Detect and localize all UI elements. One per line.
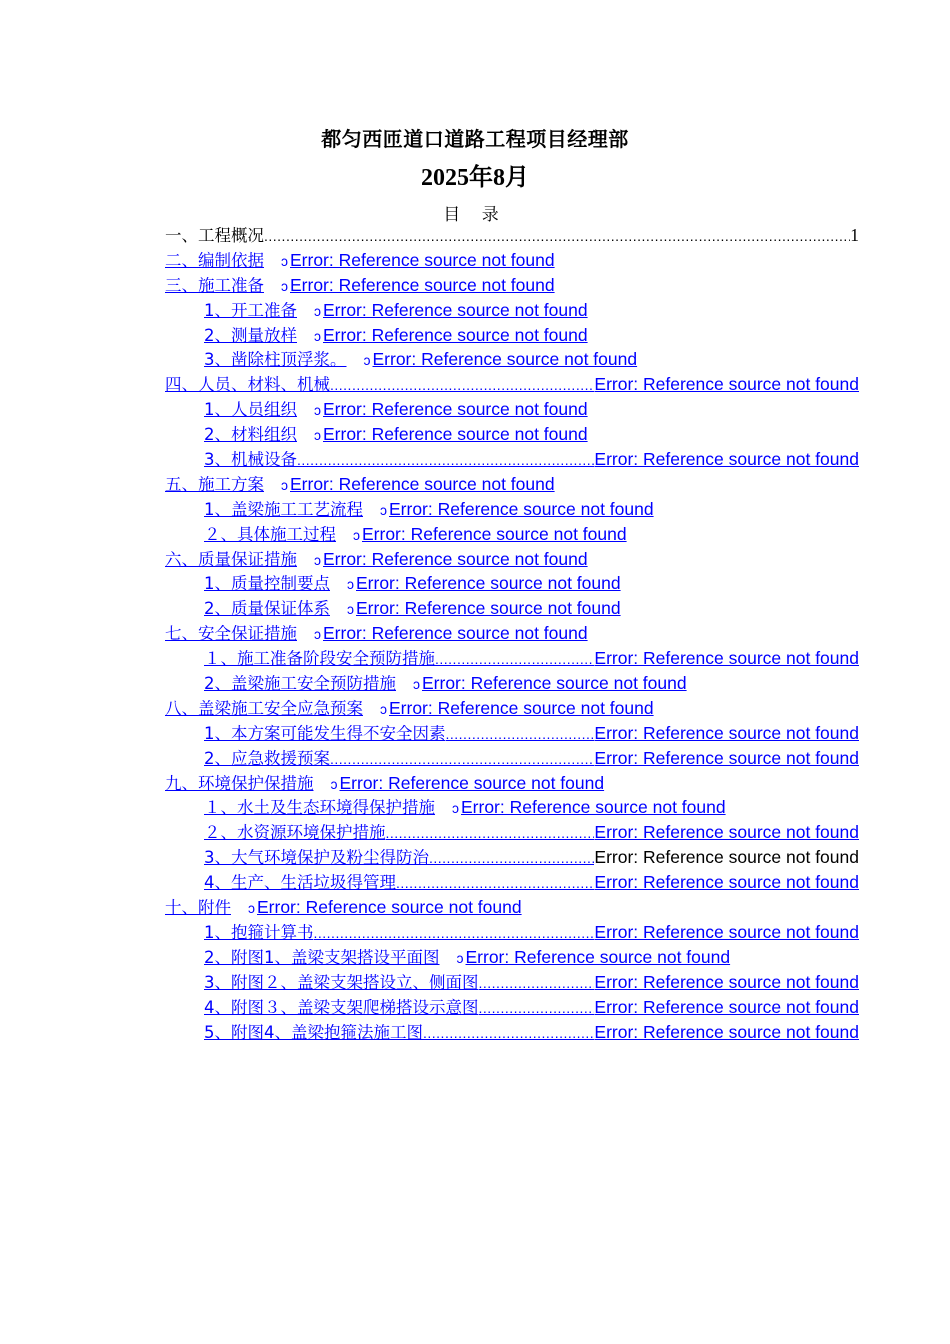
- toc-entry[interactable]: [165, 422, 859, 447]
- toc-entry-title: 1、抱箍计算书: [204, 922, 314, 942]
- toc-tab-marker: ᴐ: [307, 302, 321, 319]
- toc-entry[interactable]: [165, 746, 859, 771]
- toc-tab-marker: ᴐ: [323, 775, 338, 792]
- toc-entry[interactable]: [165, 671, 859, 696]
- toc-entry-title: 3、凿除柱顶浮浆。: [204, 350, 347, 370]
- toc-entry-title: 4、附图３、盖梁支架爬梯搭设示意图: [204, 997, 479, 1017]
- toc-entry[interactable]: [165, 323, 859, 348]
- toc-entry[interactable]: [165, 945, 859, 970]
- toc-tab-marker: ᴐ: [373, 501, 387, 518]
- toc-entry-title: 1、开工准备: [204, 300, 297, 320]
- toc-page-reference: Error: Reference source not found: [323, 399, 588, 420]
- toc-entry[interactable]: [165, 347, 859, 372]
- toc-entry-title: 3、机械设备: [204, 450, 297, 470]
- toc-page-reference: Error: Reference source not found: [594, 1021, 859, 1042]
- toc-dot-leader: [446, 722, 595, 747]
- toc-entry-title: 2、质量保证体系: [204, 599, 330, 619]
- toc-tab-marker: ᴐ: [274, 476, 288, 493]
- toc-page-reference: Error: Reference source not found: [594, 374, 859, 395]
- toc-page-reference: Error: Reference source not found: [594, 822, 859, 843]
- toc-entry: [165, 223, 859, 248]
- toc-entry[interactable]: [165, 298, 859, 323]
- toc-dot-leader: [479, 996, 595, 1021]
- toc-entry[interactable]: [165, 870, 859, 895]
- toc-entry[interactable]: [165, 995, 859, 1020]
- toc-page-reference: Error: Reference source not found: [323, 548, 588, 569]
- toc-tab-marker: ᴐ: [373, 700, 387, 717]
- toc-entry-title: 1、本方案可能发生得不安全因素: [204, 723, 446, 743]
- toc-entry[interactable]: [165, 547, 859, 572]
- toc-entry-title: 八、盖梁施工安全应急预案: [165, 698, 363, 718]
- document-date: 2025年8月: [421, 165, 529, 191]
- toc-entry[interactable]: [165, 820, 859, 845]
- toc-entry[interactable]: [165, 596, 859, 621]
- toc-page-reference: Error: Reference source not found: [290, 274, 555, 295]
- toc-tab-marker: ᴐ: [241, 900, 255, 917]
- toc-entry-title: ２、水资源环境保护措施: [204, 823, 386, 843]
- toc-entry[interactable]: [165, 895, 859, 920]
- toc-page-reference: 1: [850, 225, 859, 245]
- toc-tab-marker: ᴐ: [307, 551, 321, 568]
- toc-page-reference: Error: Reference source not found: [356, 573, 621, 594]
- toc-entry[interactable]: [165, 397, 859, 422]
- toc-tab-marker: ᴐ: [340, 576, 354, 593]
- toc-entry-title: 二、编制依据: [165, 250, 264, 270]
- toc-entry-title: 2、应急救援预案: [204, 748, 330, 768]
- toc-entry-title: 2、附图1、盖梁支架搭设平面图: [204, 947, 440, 967]
- toc-entry[interactable]: [165, 646, 859, 671]
- toc-page-reference: Error: Reference source not found: [339, 772, 605, 793]
- toc-entry-title: 2、测量放样: [204, 325, 297, 345]
- toc-entry-title: 五、施工方案: [165, 474, 264, 494]
- toc-entry-title: 5、附图4、盖梁抱箍法施工图: [204, 1022, 423, 1042]
- toc-tab-marker: ᴐ: [356, 352, 371, 369]
- toc-entry-title: 3、大气环境保护及粉尘得防治: [204, 848, 429, 868]
- toc-entry[interactable]: [165, 571, 859, 596]
- toc-page-reference: Error: Reference source not found: [594, 847, 859, 868]
- toc-entry[interactable]: [165, 248, 859, 273]
- toc-page-reference: Error: Reference source not found: [257, 897, 522, 918]
- toc-entry-title: １、水土及生态环境得保护措施: [204, 798, 435, 818]
- toc-tab-marker: ᴐ: [307, 402, 321, 419]
- toc-page-reference: Error: Reference source not found: [422, 673, 687, 694]
- toc-dot-leader: [330, 373, 594, 398]
- toc-entry[interactable]: [165, 721, 859, 746]
- toc-dot-leader: [297, 448, 594, 473]
- toc-entry[interactable]: [165, 621, 859, 646]
- toc-page-reference: Error: Reference source not found: [356, 598, 621, 619]
- toc-tab-marker: ᴐ: [307, 327, 321, 344]
- toc-page-reference: Error: Reference source not found: [594, 722, 859, 743]
- toc-page-reference: Error: Reference source not found: [290, 473, 555, 494]
- toc-tab-marker: ᴐ: [445, 800, 459, 817]
- toc-entry-title: 3、附图２、盖梁支架搭设立、侧面图: [204, 972, 479, 992]
- toc-entry[interactable]: [165, 447, 859, 472]
- toc-entry-title: 四、人员、材料、机械: [165, 375, 330, 395]
- toc-entry[interactable]: [165, 522, 859, 547]
- toc-entry-title: 七、安全保证措施: [165, 624, 297, 644]
- toc-page-reference: Error: Reference source not found: [323, 324, 588, 345]
- organization-title: 都匀西匝道口道路工程项目经理部: [321, 127, 629, 151]
- toc-entry-title: 1、质量控制要点: [204, 574, 330, 594]
- toc-entry[interactable]: [165, 273, 859, 298]
- toc-entry[interactable]: [165, 920, 859, 945]
- toc-dot-leader: [423, 1021, 594, 1046]
- toc-tab-marker: ᴐ: [307, 427, 321, 444]
- toc-entry-title: 三、施工准备: [165, 275, 264, 295]
- toc-page-reference: Error: Reference source not found: [594, 747, 859, 768]
- toc-page-reference: Error: Reference source not found: [323, 299, 588, 320]
- toc-entry[interactable]: [165, 1020, 859, 1045]
- toc-dot-leader: [435, 647, 594, 672]
- toc-dot-leader: [479, 971, 595, 996]
- toc-page-reference: Error: Reference source not found: [389, 498, 654, 519]
- toc-entry-title: 十、附件: [165, 898, 231, 918]
- toc-page-reference: Error: Reference source not found: [594, 921, 859, 942]
- toc-tab-marker: ᴐ: [274, 252, 288, 269]
- toc-dot-leader: [429, 846, 594, 871]
- toc-page-reference: Error: Reference source not found: [594, 996, 859, 1017]
- toc-dot-leader: [330, 747, 594, 772]
- toc-tab-marker: ᴐ: [346, 526, 360, 543]
- toc-page-reference: Error: Reference source not found: [594, 971, 859, 992]
- toc-entry[interactable]: [165, 472, 859, 497]
- toc-tab-marker: ᴐ: [449, 949, 464, 966]
- toc-entry[interactable]: [165, 795, 859, 820]
- toc-tab-marker: ᴐ: [406, 676, 420, 693]
- toc-entry-title: １、施工准备阶段安全预防措施: [204, 649, 435, 669]
- toc-entry[interactable]: [165, 372, 859, 397]
- toc-tab-marker: ᴐ: [307, 626, 321, 643]
- toc-entry-title: 2、材料组织: [204, 425, 297, 445]
- toc-tab-marker: ᴐ: [274, 277, 288, 294]
- toc-dot-leader: [314, 921, 595, 946]
- toc-entry-title: 1、盖梁施工工艺流程: [204, 499, 363, 519]
- toc-page-reference: Error: Reference source not found: [594, 872, 859, 893]
- toc-page-reference: Error: Reference source not found: [594, 449, 859, 470]
- toc-entry[interactable]: [165, 696, 859, 721]
- toc-page-reference: Error: Reference source not found: [323, 424, 588, 445]
- toc-heading: 目 录: [443, 205, 507, 225]
- toc-entry[interactable]: [165, 771, 859, 796]
- toc-page-reference: Error: Reference source not found: [362, 523, 627, 544]
- toc-page-reference: Error: Reference source not found: [323, 623, 588, 644]
- toc-dot-leader: [396, 871, 594, 896]
- toc-entry[interactable]: [165, 845, 859, 870]
- toc-page-reference: Error: Reference source not found: [372, 349, 638, 370]
- toc-entry-title: 1、人员组织: [204, 400, 297, 420]
- toc-entry-title: 六、质量保证措施: [165, 549, 297, 569]
- toc-dot-leader: [386, 821, 595, 846]
- toc-entry-title: 2、盖梁施工安全预防措施: [204, 674, 396, 694]
- toc-entry-title: 九、环境保护保措施: [165, 773, 314, 793]
- toc-dot-leader: [264, 224, 850, 249]
- toc-page-reference: Error: Reference source not found: [594, 648, 859, 669]
- toc-entry-title: 一、工程概况: [165, 226, 264, 245]
- toc-tab-marker: ᴐ: [340, 601, 354, 618]
- toc-entry-title: ２、具体施工过程: [204, 524, 336, 544]
- toc-page-reference: Error: Reference source not found: [465, 946, 731, 967]
- toc-entry[interactable]: [165, 497, 859, 522]
- toc-entry[interactable]: [165, 970, 859, 995]
- table-of-contents: [165, 223, 859, 1044]
- toc-page-reference: Error: Reference source not found: [461, 797, 726, 818]
- toc-entry-title: 4、生产、生活垃圾得管理: [204, 873, 396, 893]
- toc-page-reference: Error: Reference source not found: [290, 249, 555, 270]
- toc-page-reference: Error: Reference source not found: [389, 697, 654, 718]
